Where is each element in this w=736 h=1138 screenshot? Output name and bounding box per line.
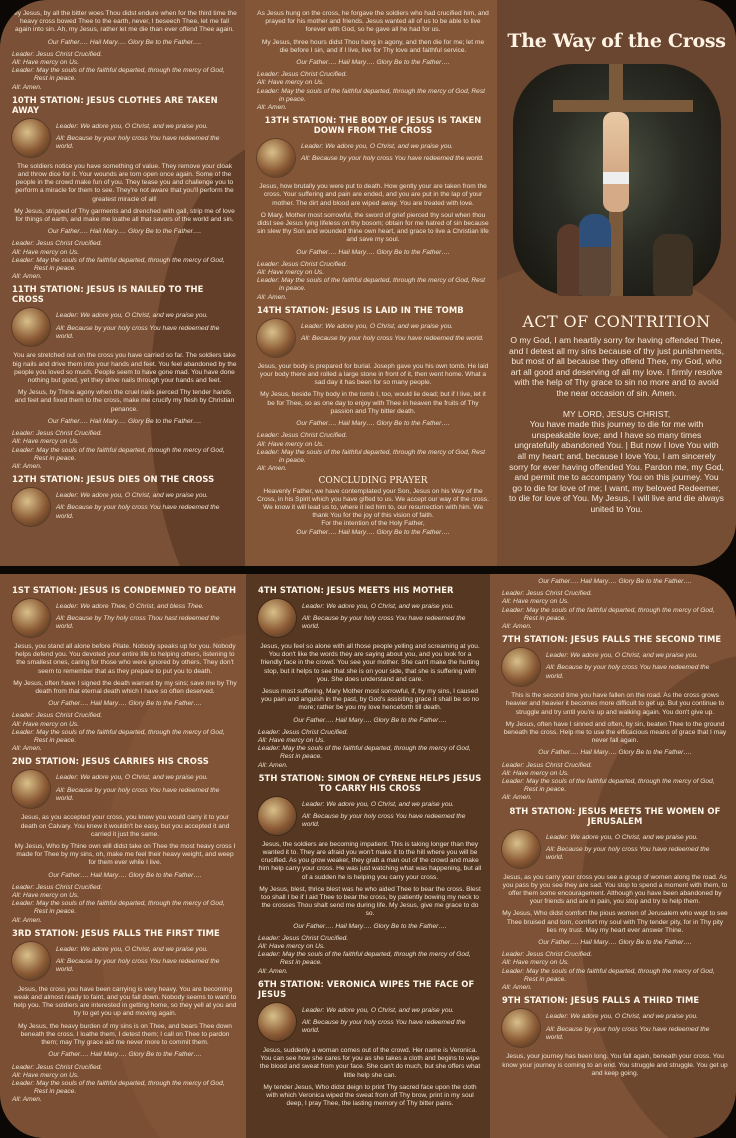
station-14-response xyxy=(257,319,489,359)
leader-versicle: We adore you, O Christ, and we praise you. xyxy=(80,122,209,130)
litany-line: All: Have mercy on Us. xyxy=(258,737,326,745)
station-5-prayer: My Jesus, blest, thrice blest was he who aided Thee to bear the cross. Blest too shall I be if I aid Thee to bear the cross, by patiently bowing my neck to the crosses Thou shalt send me during life. My Jesus, give me grace to do so. xyxy=(259,885,481,918)
all-label: All: xyxy=(302,615,312,623)
panel-stations-7-9 xyxy=(490,574,736,1138)
station-12-reflection: As Jesus hung on the cross, he forgave the soldiers who had crucified him, and prayed for his mother and friends. Jesus wanted all of us to be able to live forever with God, so he gave all he had for us. xyxy=(257,10,489,34)
station-14-prayer: My Jesus, beside Thy body in the tomb I, too, would lie dead; but if I live, let it be for Thee, so as one day to enjoy with Thee in heaven the fruits of Thy passion and Thy bitter death. xyxy=(260,391,486,415)
litany-line: Leader: Jesus Christ Crucified. xyxy=(12,50,103,58)
all-response: Because by your holy cross You have redeemed the world. xyxy=(546,1025,710,1041)
station-2-response xyxy=(12,770,238,810)
leader-versicle: We adore you, O Christ, and we praise you. xyxy=(80,492,209,500)
litany-line: All: Have mercy on Us. xyxy=(12,720,80,728)
crucifixion-image xyxy=(513,64,721,296)
all-response: Because by your holy cross You have redeemed the world. xyxy=(312,155,484,163)
panel-stations-12-14 xyxy=(245,0,497,566)
panel-stations-1-3 xyxy=(0,574,246,1138)
all-response: Because by your holy cross You have redeemed the world. xyxy=(302,813,466,829)
litany-line: All: Have mercy on Us. xyxy=(502,769,570,777)
all-response: Because by your holy cross You have redeemed the world. xyxy=(56,504,220,520)
station-5-title: 5TH STATION: SIMON OF CYRENE HELPS JESUS TO CARRY HIS CROSS xyxy=(258,772,482,793)
station-1-title: 1ST STATION: JESUS IS CONDEMNED TO DEATH xyxy=(12,585,237,595)
all-label: All: xyxy=(546,1025,556,1033)
station-10-reflection: The soldiers notice you have something of value. They remove your cloak and throw dice for it. Your wounds are torn open once again. Some of the people in the crowd make fun of you. They tease you and challenge you to perform a miracle for them to see. They're not aware that you'll perform the greatest miracle of all! xyxy=(15,162,234,203)
figure-mary xyxy=(579,214,611,296)
litany-line: Leader: May the souls of the faithful departed, through the mercy of God, Rest in peace. xyxy=(502,967,715,983)
all-response: Because by your holy cross You have redeemed the world. xyxy=(56,324,220,340)
act-of-contrition xyxy=(497,331,736,515)
station-13-reflection: Jesus, how brutally you were put to death. How gently your are taken from the cross. Your suffering and pain are ended, and you are put in the lap of your mother. The dirt and blood are wiped away. You are treated with love. xyxy=(259,183,487,207)
litany-line: Leader: Jesus Christ Crucified. xyxy=(257,71,348,79)
station-8-reflection: Jesus, as you carry your cross you see a group of women along the road. As you pass by you see they are sad. You stop to spend a moment with them, to offer them some encouragement. Although you have been abandoned by your friends and are in pain, you stop and try to help them. xyxy=(502,873,728,906)
concluding-prayer-text: Heavenly Father, we have contemplated your Son, Jesus on his Way of the Cross, in his Spirit which you have gifted to us. We accept our way of the cross. We know it will lead us to, where it led him to, our resurrection with him. We thank You for the joy of this vision of faith. xyxy=(257,487,489,520)
station-1-response xyxy=(12,599,238,639)
station-image-icon xyxy=(12,308,50,346)
station-14-reflection: Jesus, your body is prepared for burial. Joseph gave you his own tomb. He laid your body there and rolled a large stone in front of it, then went home. What a sad day it has been for so many people. xyxy=(257,362,489,387)
litany-line: All: Amen. xyxy=(257,104,287,112)
leader-label: Leader: xyxy=(546,833,569,841)
all-label: All: xyxy=(56,324,66,332)
litany xyxy=(257,432,489,473)
prayers-line: Our Father…. Hail Mary…. Glory Be to the Father…. xyxy=(47,417,202,425)
leader-versicle: We adore you, O Christ, and we praise you. xyxy=(326,603,455,610)
station-7-response xyxy=(502,648,728,688)
station-3-response xyxy=(12,942,238,982)
station-2-reflection: Jesus, as you accepted your cross, you knew you would carry it to your death on Calvary. You knew it wouldn't be easy, but you accepted it and carried it just the same. xyxy=(20,814,230,838)
litany-line: All: Have mercy on Us. xyxy=(258,943,326,951)
prayers-line: Our Father…. Hail Mary…. Glory Be to the Father…. xyxy=(48,700,202,708)
litany-line: All: Have mercy on Us. xyxy=(502,598,570,606)
prayers-line: Our Father…. Hail Mary…. Glory Be to the Father…. xyxy=(293,922,447,930)
station-9-response xyxy=(502,1009,728,1049)
prayers-line: Our Father…. Hail Mary…. Glory Be to the Father…. xyxy=(538,578,692,585)
litany-line: All: Amen. xyxy=(502,794,532,802)
leader-versicle: We adore you, O Christ, and we praise you. xyxy=(570,652,699,660)
station-image-icon xyxy=(12,770,50,808)
litany-line: All: Amen. xyxy=(12,916,42,924)
litany-line: All: Have mercy on Us. xyxy=(12,59,80,67)
station-image-icon xyxy=(12,942,50,980)
all-response: Because by your holy cross You have redeemed the world. xyxy=(546,664,710,680)
station-11-reflection: You are stretched out on the cross you have carried so far. The soldiers take big nails and drive them into your hands and feet. You feel abandoned by the people you loved so much. People seem to have gone mad. You have done nothing but good, yet they drive nails through your hands and feet. xyxy=(12,352,237,385)
station-6-prayer: My tender Jesus, Who didst deign to print Thy sacred face upon the cloth with which Veronica wiped the sweat from off Thy brow, print in my soul deep, I pray Thee, the lasting memory of Thy bitter pains. xyxy=(263,1083,477,1108)
station-12-title: 12TH STATION: JESUS DIES ON THE CROSS xyxy=(12,474,215,485)
all-response: Because by your holy cross You have redeemed the world. xyxy=(546,845,710,862)
litany-line: Leader: May the souls of the faithful departed, through the mercy of God, Rest in peace. xyxy=(258,745,471,761)
station-9-reflection: Jesus, your journey has been long. You fall again, beneath your cross. You know your journey is coming to an end. You struggle and struggle. You get up and keep going. xyxy=(502,1053,728,1077)
litany xyxy=(257,261,489,302)
station-7-prayer: My Jesus, often have I sinned and often, by sin, beaten Thee to the ground beneath the cross. Help me to use the efficacious means of grace that I may never fall again. xyxy=(503,720,727,745)
leader-versicle: We adore you, O Christ, and we praise you. xyxy=(80,945,209,953)
all-response: Because by your holy cross You have redeemed the world. xyxy=(56,135,220,151)
litany-line: All: Amen. xyxy=(258,761,288,769)
concluding-intention: For the intention of the Holy Father, xyxy=(321,520,425,528)
station-1-reflection: Jesus, you stand all alone before Pilate. Nobody speaks up for you. Nobody helps defend you. You devoted your entire life to helping others, listening to the smallest ones, caring for those who were ignored by others. They don't seem to remember that as they prepare to put you to death. xyxy=(14,643,236,675)
station-3-reflection: Jesus, the cross you have been carrying is very heavy. You are becoming weak and almost ready to faint, and you fall down. Nobody seems to want to help you. The soldiers are interested in getting home, so they yell at you and try to get you up and moving again. xyxy=(13,985,237,1018)
station-8-response xyxy=(502,830,728,870)
station-10-title: 10TH STATION: JESUS CLOTHES ARE TAKEN AWAY xyxy=(12,94,218,115)
litany-line: Leader: May the souls of the faithful departed, through the mercy of God, Rest in peace. xyxy=(12,67,225,83)
station-10-prayer: My Jesus, stripped of Thy garments and drenched with gall, strip me of love for things of earth, and make me loathe all that savors of the world and sin. xyxy=(14,207,235,224)
station-14-title: 14TH STATION: JESUS IS LAID IN THE TOMB xyxy=(257,304,464,315)
all-label: All: xyxy=(56,615,66,623)
litany xyxy=(12,51,237,92)
station-2-title: 2ND STATION: JESUS CARRIES HIS CROSS xyxy=(12,756,209,767)
all-label: All: xyxy=(56,786,66,794)
litany xyxy=(258,935,482,976)
litany-line: All: Amen. xyxy=(12,745,42,753)
prayers-line: Our Father…. Hail Mary…. Glory Be to the Father…. xyxy=(48,1051,202,1059)
litany-line: All: Amen. xyxy=(12,83,42,91)
panel-stations-10-12 xyxy=(0,0,245,566)
leader-label: Leader: xyxy=(302,1006,325,1014)
litany-line: All: Have mercy on Us. xyxy=(257,269,325,277)
station-12-prayer: My Jesus, three hours didst Thou hang in agony, and then die for me; let me die before I sin, and if I live, live for Thy love and faithful service. xyxy=(261,38,485,54)
brochure-outside xyxy=(0,0,736,566)
litany-line: All: Have mercy on Us. xyxy=(12,438,80,446)
litany-line: Leader: Jesus Christ Crucified. xyxy=(12,430,103,438)
litany-line: Leader: May the souls of the faithful departed, through the mercy of God, Rest in peace. xyxy=(12,446,225,462)
prayers-line: Our Father…. Hail Mary…. Glory Be to the Father…. xyxy=(296,528,450,536)
leader-label: Leader: xyxy=(302,603,325,610)
litany xyxy=(12,884,238,925)
litany-line: All: Amen. xyxy=(502,984,532,992)
prayers-line: Our Father…. Hail Mary…. Glory Be to the Father…. xyxy=(538,749,692,757)
litany xyxy=(12,712,238,753)
litany-line: Leader: Jesus Christ Crucified. xyxy=(258,728,349,736)
litany-line: All: Amen. xyxy=(257,465,287,473)
prayers-line: Our Father…. Hail Mary…. Glory Be to the Father…. xyxy=(48,871,202,879)
station-6-title: 6TH STATION: VERONICA WIPES THE FACE OF JESUS xyxy=(258,978,475,999)
cover-title: The Way of the Cross xyxy=(507,30,726,52)
litany xyxy=(12,1064,238,1105)
all-label: All: xyxy=(546,664,556,672)
station-image-icon xyxy=(258,1003,296,1041)
leader-versicle: We adore you, O Christ, and we praise you. xyxy=(326,800,455,808)
leader-label: Leader: xyxy=(56,312,79,320)
litany-line: Leader: May the souls of the faithful departed, through the mercy of God, Rest in peace. xyxy=(502,778,715,794)
all-response: Because by your holy cross You have redeemed the world. xyxy=(302,615,466,631)
all-response: Because by your holy cross You have redeemed the world. xyxy=(56,786,220,802)
panel-stations-4-6 xyxy=(246,574,490,1138)
litany-line: Leader: Jesus Christ Crucified. xyxy=(12,712,103,720)
litany-line: Leader: May the souls of the faithful departed, through the mercy of God, Rest in peace. xyxy=(257,87,485,103)
leader-versicle: We adore you, O Christ, and we praise you. xyxy=(325,322,454,330)
litany-line: Leader: Jesus Christ Crucified. xyxy=(502,590,593,598)
all-response: Because by your holy cross You have redeemed the world. xyxy=(302,1019,466,1035)
litany-line: Leader: May the souls of the faithful departed, through the mercy of God, Rest in peace. xyxy=(502,606,715,622)
leader-label: Leader: xyxy=(301,322,324,330)
prayers-line: Our Father…. Hail Mary…. Glory Be to the Father…. xyxy=(47,228,202,236)
station-13-prayer: O Mary, Mother most sorrowful, the sword of grief pierced thy soul when thou didst see Jesus lying lifeless on thy bosom; obtain for me hatred of sin because sin slew thy Son and wounded thine own heart, and grace to live a Christian life and save my soul. xyxy=(257,211,489,244)
leader-label: Leader: xyxy=(56,603,79,610)
act-of-contrition-text: O my God, I am heartily sorry for having offended Thee, and I detest all my sins because of thy just punishments, but most of all because they offend Thee, my God, who art all good and deserving of all my love. I firmly resolve with the help of Thy grace to sin no more and to avoid the near occasion of sin. Amen. xyxy=(509,335,724,398)
station-6-reflection: Jesus, suddenly a woman comes out of the crowd. Her name is Veronica. You can see how she cares for you as she takes a cloth and begins to wipe the blood and sweat from your face. She can't do much, but she offers what little help she can. xyxy=(259,1046,481,1079)
litany-line: All: Amen. xyxy=(12,273,42,281)
station-11-response xyxy=(12,308,237,348)
litany-line: Leader: Jesus Christ Crucified. xyxy=(257,260,348,268)
station-image-icon xyxy=(258,797,296,835)
my-lord-heading: MY LORD, JESUS CHRIST, xyxy=(562,408,671,419)
litany xyxy=(502,590,728,631)
leader-label: Leader: xyxy=(56,492,79,500)
litany-line: Leader: Jesus Christ Crucified. xyxy=(502,761,593,769)
station-11-prayer: My Jesus, by Thine agony when the cruel nails pierced Thy tender hands and feet and fixed them to the cross, make me crucify my flesh by Christian penance. xyxy=(14,389,235,413)
station-7-reflection: This is the second time you have fallen on the road. As the cross grows heavier and heavier it becomes more difficult to get up. But you continue to struggle and try until you're up and walking again. You don't give up. xyxy=(505,692,725,716)
litany-line: Leader: Jesus Christ Crucified. xyxy=(502,951,593,959)
litany-line: Leader: May the souls of the faithful departed, through the mercy of God, Rest in peace. xyxy=(258,951,471,967)
station-3-prayer: My Jesus, the heavy burden of my sins is on Thee, and bears Thee down beneath the cross. I loathe them, I detest them; I call on Thee to pardon them; may Thy grace aid me never more to commit them. xyxy=(18,1022,232,1047)
intro-prayer: My Jesus, by all the bitter woes Thou didst endure when for the third time the heavy cross bowed Thee to the earth, never, I beseech Thee, let me fall again into sin. Ah, my Jesus, rather let me die than ever offend Thee again. xyxy=(12,10,237,34)
litany-line: Leader: May the souls of the faithful departed, through the mercy of God, Rest in peace. xyxy=(12,1079,225,1096)
station-image-icon xyxy=(502,648,540,686)
station-image-icon xyxy=(502,830,540,868)
leader-versicle: We adore you, O Christ, and we praise you. xyxy=(80,312,209,320)
station-4-reflection: Jesus, you feel so alone with all those people yelling and screaming at you. You don't like the words they are saying about you, and you look for a friendly face in the crowd. You see your mother. She can't make the hurting stop, but it helps to see that she is on your side, that she is suffering with you. She does understand and care. xyxy=(260,643,480,683)
prayers-line: Our Father…. Hail Mary…. Glory Be to the Father…. xyxy=(296,59,450,67)
station-13-response xyxy=(257,139,489,179)
all-label: All: xyxy=(56,135,66,143)
litany-line: Leader: Jesus Christ Crucified. xyxy=(12,1063,103,1071)
leader-versicle: We adore you, O Christ, and we praise you. xyxy=(80,774,209,782)
leader-label: Leader: xyxy=(302,800,325,808)
litany-line: All: Have mercy on Us. xyxy=(502,959,570,967)
panel-cover xyxy=(497,0,736,566)
litany-line: Leader: Jesus Christ Crucified. xyxy=(257,432,348,440)
litany-line: Leader: May the souls of the faithful departed, through the mercy of God, Rest in peace. xyxy=(257,448,485,464)
station-5-response xyxy=(258,797,482,837)
my-lord-text: You have made this journey to die for me with unspeakable love; and I have so many times ungratefully abandoned You. | But now I love You with all my heart; and, because I love You, I am sincerely sorry for ever having offended You. Pardon me, my God, and permit me to accompany You on this journey. You go to die for love of me; I want, my beloved Redeemer, to die for love of You. My Jesus, I will live and die always united to You. xyxy=(509,419,724,514)
leader-versicle: We adore you, O Christ, and we praise you. xyxy=(325,143,454,151)
station-10-response xyxy=(12,119,237,159)
station-4-response xyxy=(258,599,482,639)
prayers-line: Our Father…. Hail Mary…. Glory Be to the Father…. xyxy=(293,716,447,724)
all-response: Because by your holy cross You have redeemed the world. xyxy=(312,335,484,343)
litany-line: Leader: May the souls of the faithful departed, through the mercy of God, Rest in peace. xyxy=(12,256,225,273)
prayers-line: Our Father…. Hail Mary…. Glory Be to the Father…. xyxy=(296,248,450,256)
all-label: All: xyxy=(302,1019,312,1027)
prayers-line: Our Father…. Hail Mary…. Glory Be to the Father…. xyxy=(47,38,202,46)
leader-label: Leader: xyxy=(546,1013,569,1021)
litany-line: All: Have mercy on Us. xyxy=(12,1071,80,1079)
litany-line: All: Amen. xyxy=(258,967,288,975)
leader-label: Leader: xyxy=(301,143,324,151)
brochure-inside xyxy=(0,574,736,1138)
all-label: All: xyxy=(546,845,556,853)
litany xyxy=(502,951,728,992)
station-12-response xyxy=(12,488,237,528)
litany xyxy=(258,729,482,770)
act-of-contrition-title: ACT OF CONTRITION xyxy=(522,312,711,331)
all-label: All: xyxy=(56,958,66,966)
station-2-prayer: My Jesus, Who by Thine own will didst take on Thee the most heavy cross I made for Thee by my sins, oh, make me feel their heavy weight, and weep for them ever while I live. xyxy=(14,843,236,867)
station-image-icon xyxy=(258,599,296,637)
prayers-line: Our Father…. Hail Mary…. Glory Be to the Father…. xyxy=(538,939,692,947)
prayers-line: Our Father…. Hail Mary…. Glory Be to the Father…. xyxy=(296,420,450,428)
litany-line: Leader: May the souls of the faithful departed, through the mercy of God, Rest in peace. xyxy=(12,900,225,916)
litany-line: All: Have mercy on Us. xyxy=(257,79,325,87)
litany-line: All: Amen. xyxy=(12,1096,42,1104)
leader-label: Leader: xyxy=(56,945,79,953)
station-8-title: 8TH STATION: JESUS MEETS THE WOMEN OF JERUSALEM xyxy=(509,805,721,826)
station-image-icon xyxy=(12,488,50,526)
station-9-title: 9TH STATION: JESUS FALLS A THIRD TIME xyxy=(502,995,700,1006)
station-4-title: 4TH STATION: JESUS MEETS HIS MOTHER xyxy=(258,585,454,595)
litany-line: Leader: Jesus Christ Crucified. xyxy=(258,934,349,942)
litany-line: All: Amen. xyxy=(257,293,287,301)
all-label: All: xyxy=(302,813,312,821)
figure-john xyxy=(653,234,693,296)
concluding-prayer-title: CONCLUDING PRAYER xyxy=(318,476,428,487)
station-image-icon xyxy=(257,139,295,177)
litany-line: All: Have mercy on Us. xyxy=(12,248,80,256)
leader-versicle: We adore Thee, O Christ, and bless Thee. xyxy=(80,603,204,610)
litany-line: Leader: Jesus Christ Crucified. xyxy=(12,240,103,248)
litany xyxy=(12,240,237,281)
litany xyxy=(12,430,237,471)
litany-line: All: Amen. xyxy=(502,623,532,631)
station-image-icon xyxy=(12,119,50,157)
litany xyxy=(257,71,489,112)
station-3-title: 3RD STATION: JESUS FALLS THE FIRST TIME xyxy=(12,927,220,938)
station-8-prayer: My Jesus, Who didst comfort the pious women of Jerusalem who wept to see Thee bruised and torn, comfort my soul with Thy tender pity, for in Thy pity lies my trust. May my heart ever answer Thine. xyxy=(502,910,728,934)
all-label: All: xyxy=(301,155,311,163)
leader-versicle: We adore you, O Christ, and we praise you. xyxy=(326,1006,455,1014)
station-6-response xyxy=(258,1003,482,1043)
station-image-icon xyxy=(12,599,50,637)
litany-line: Leader: May the souls of the faithful departed, through the mercy of God, Rest in peace. xyxy=(12,728,225,745)
leader-versicle: We adore you, O Christ, and we praise you. xyxy=(570,833,699,841)
station-4-prayer: Jesus most suffering, Mary Mother most sorrowful, if, by my sins, I caused you pain and anguish in the past, by God's assisting grace it shall be so no more; rather be you my love henceforth till death. xyxy=(261,688,479,712)
litany-line: All: Have mercy on Us. xyxy=(12,892,80,900)
station-image-icon xyxy=(257,319,295,357)
station-1-prayer: My Jesus, often have I signed the death warrant by my sins; save me by Thy death from that eternal death which I have so often deserved. xyxy=(13,679,237,696)
all-response: Because by your holy cross You have redeemed the world. xyxy=(56,958,220,974)
litany-line: All: Have mercy on Us. xyxy=(257,440,325,448)
all-response: Because by Thy holy cross Thou hast redeemed the world. xyxy=(56,615,220,631)
leader-label: Leader: xyxy=(56,774,79,782)
leader-versicle: We adore you, O Christ, and we praise you. xyxy=(570,1013,699,1021)
all-label: All: xyxy=(56,504,66,512)
litany-line: Leader: May the souls of the faithful departed, through the mercy of God, Rest in peace. xyxy=(257,277,485,293)
station-5-reflection: Jesus, the soldiers are becoming impatient. This is taking longer than they wanted it to. They are afraid you won't make it to the hill where you will be crucified. As you grow weaker, they grab a man out of the crowd and make him help carry your cross. He was just watching what was happening, but all of a sudden he is helping you carry your cross. xyxy=(258,840,482,881)
figure-christ xyxy=(603,112,629,212)
leader-label: Leader: xyxy=(546,652,569,660)
litany-line: All: Amen. xyxy=(12,462,42,470)
leader-label: Leader: xyxy=(56,122,79,130)
station-7-title: 7TH STATION: JESUS FALLS THE SECOND TIME xyxy=(502,634,722,645)
litany xyxy=(502,762,728,803)
all-label: All: xyxy=(301,335,311,343)
litany-line: Leader: Jesus Christ Crucified. xyxy=(12,883,103,891)
station-11-title: 11TH STATION: JESUS IS NAILED TO THE CROSS xyxy=(12,284,204,305)
station-image-icon xyxy=(502,1009,540,1047)
station-13-title: 13TH STATION: THE BODY OF JESUS IS TAKEN DOWN FROM THE CROSS xyxy=(264,115,482,136)
